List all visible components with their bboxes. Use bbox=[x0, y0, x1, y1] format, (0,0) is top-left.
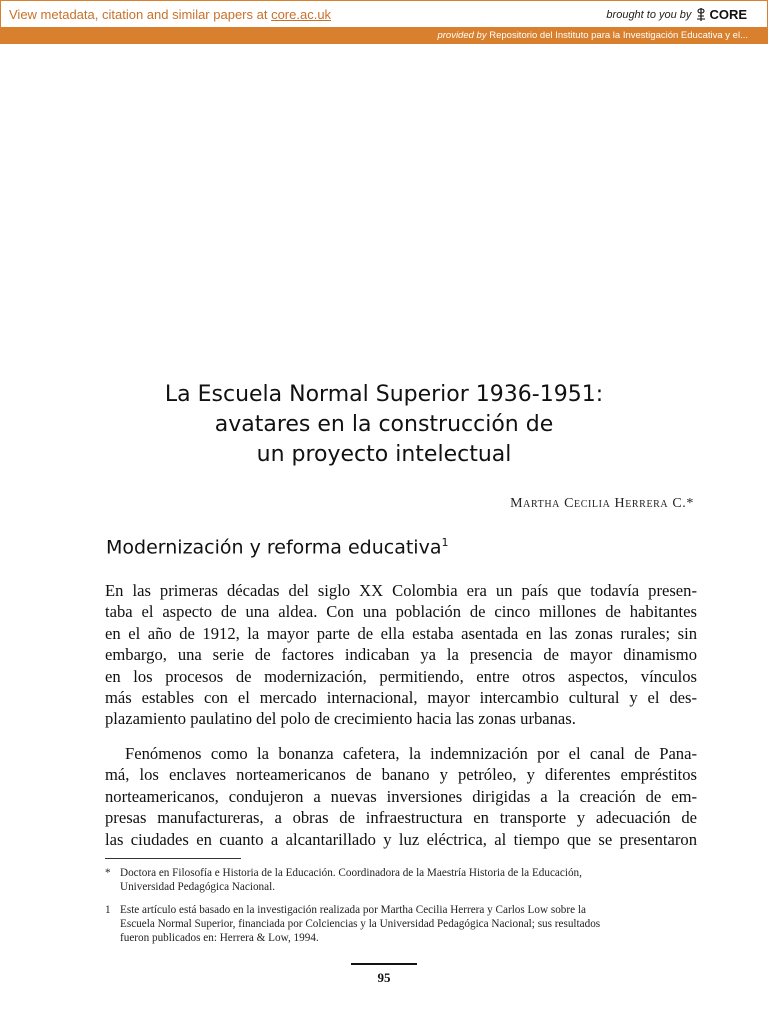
footnote-line: Este artículo está basado en la investigación realizada por Martha Cecilia Herrera y Carlos Low sobre la bbox=[120, 904, 586, 916]
provided-source[interactable]: Repositorio del Instituto para la Investigación Educativa y el... bbox=[489, 30, 748, 41]
section-heading-text: Modernización y reforma educativa bbox=[106, 536, 442, 559]
footnote bbox=[105, 903, 697, 945]
text-line: má, los enclaves norteamericanos de banano y petróleo, y diferentes empréstitos bbox=[105, 765, 697, 785]
provided-prefix: provided by bbox=[437, 30, 487, 41]
paragraph-1 bbox=[105, 580, 697, 730]
metadata-text: View metadata, citation and similar papers at bbox=[9, 7, 268, 22]
core-logo-label: CORE bbox=[709, 7, 747, 22]
text-line: plazamiento paulatino del polo de crecimiento hacia las zonas urbanas. bbox=[105, 709, 576, 729]
brought-text: brought to you by bbox=[606, 8, 692, 21]
provided-by-bar bbox=[0, 28, 768, 44]
footnote bbox=[105, 866, 697, 894]
paragraph-2 bbox=[105, 743, 697, 850]
footnote-line: Escuela Normal Superior, financiada por Colciencias y la Universidad Pedagógica Nacional; sus resultados bbox=[120, 918, 601, 930]
text-line: En las primeras décadas del siglo XX Colombia era un país que todavía presen- bbox=[105, 581, 697, 600]
footnote-mark: 1 bbox=[105, 904, 111, 916]
footnote-ref[interactable]: 1 bbox=[441, 536, 449, 549]
title-line: un proyecto intelectual bbox=[256, 442, 512, 467]
core-header bbox=[0, 0, 768, 28]
text-line: taba el aspecto de una aldea. Con una población de cinco millones de habitantes bbox=[105, 602, 697, 622]
page-number: 95 bbox=[377, 970, 391, 985]
footnote-mark: * bbox=[105, 867, 111, 879]
footnote-text bbox=[120, 866, 697, 894]
provided-by bbox=[437, 30, 748, 41]
title-line: avatares en la construcción de bbox=[214, 412, 554, 437]
metadata-line bbox=[9, 7, 331, 22]
footnote-line: Doctora en Filosofía e Historia de la Educación. Coordinadora de la Maestría Historia de la Educación, bbox=[120, 867, 582, 879]
text-line: norteamericanos, condujeron a nuevas inversiones dirigidas a la creación de em- bbox=[105, 786, 697, 806]
core-logo-icon bbox=[695, 7, 707, 22]
text-line: en el año de 1912, la mayor parte de ella estaba asentada en las zonas rurales; sin bbox=[105, 623, 697, 643]
text-line: Fenómenos como la bonanza cafetera, la indemnización por el canal de Pana- bbox=[125, 744, 697, 763]
footnote-line: Universidad Pedagógica Nacional. bbox=[120, 881, 276, 893]
page-number-rule bbox=[351, 963, 417, 965]
author-name: Martha Cecilia Herrera C.* bbox=[510, 496, 694, 511]
footnote-text bbox=[120, 903, 697, 945]
article-title bbox=[100, 380, 668, 470]
core-logo[interactable] bbox=[695, 7, 747, 22]
title-line: La Escuela Normal Superior 1936-1951: bbox=[164, 382, 604, 407]
footnote-divider bbox=[105, 858, 241, 859]
text-line: las ciudades en cuanto a alcantarillado y luz eléctrica, al tiempo que se presentaron bbox=[105, 829, 697, 849]
text-line: en los procesos de modernización, permitiendo, entre otros aspectos, vínculos bbox=[105, 666, 697, 686]
text-line: más estables con el mercado internacional, mayor intercambio cultural y el des- bbox=[105, 688, 697, 708]
text-line: presas manufactureras, a obras de infraestructura en transporte y adecuación de bbox=[105, 808, 697, 828]
footnote-line: fueron publicados en: Herrera & Low, 1994. bbox=[120, 932, 319, 944]
core-link[interactable]: core.ac.uk bbox=[271, 7, 332, 22]
section-heading bbox=[106, 536, 448, 558]
text-line: embargo, una serie de factores indicaban ya la presencia de mayor dinamismo bbox=[105, 645, 697, 665]
brought-by bbox=[606, 7, 747, 22]
